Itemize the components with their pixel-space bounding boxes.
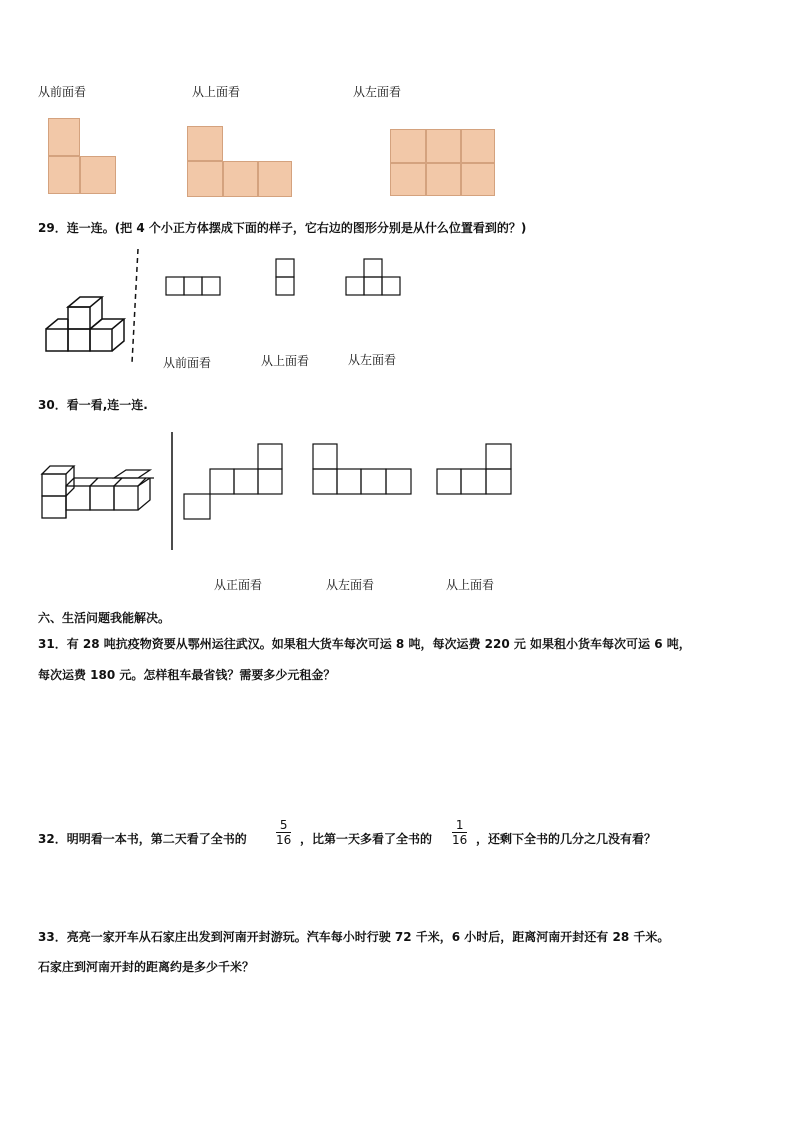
q30-view-shapes <box>180 440 520 522</box>
question-32-text <box>38 830 247 847</box>
square <box>426 129 461 163</box>
q32-part3: ，还剩下全书的几分之几没有看？ <box>476 832 657 846</box>
q29-label-left: 从左面看 <box>348 353 397 367</box>
square <box>461 163 495 196</box>
square <box>223 161 258 197</box>
q32-part2: ，比第一天多看了全书的 <box>300 832 433 846</box>
fraction-numerator: 1 <box>452 818 467 833</box>
square <box>390 163 426 196</box>
square <box>48 156 80 194</box>
q32-part2-wrap <box>300 830 432 847</box>
fraction-denominator: 16 <box>452 833 468 847</box>
view-label-front: 从前面看 <box>38 85 87 99</box>
q30-cube-drawing <box>38 428 178 554</box>
question-33-line1: 33．亮亮一家开车从石家庄出发到河南开封游玩。汽车每小时行驶 72 千米，6 小时后，距离河南开封还有 28 千米。 <box>38 930 670 944</box>
question-31-line2: 每次运费 180 元。怎样租车最省钱？需要多少元租金？ <box>38 668 336 682</box>
question-29-text: 29．连一连。(把 4 个小正方体摆成下面的样子，它右边的图形分别是从什么位置看到的？) <box>38 221 527 235</box>
fraction-1-16 <box>452 818 467 847</box>
view-label-left: 从左面看 <box>353 85 402 99</box>
fraction-5-16 <box>276 818 291 847</box>
q32-part3-wrap <box>476 830 656 847</box>
square <box>426 163 461 196</box>
q30-label-left: 从左面看 <box>326 578 375 592</box>
q29-label-top: 从上面看 <box>261 354 310 368</box>
square <box>390 129 426 163</box>
square <box>258 161 292 197</box>
square <box>461 129 495 163</box>
fraction-numerator: 5 <box>276 818 291 833</box>
square <box>48 118 80 156</box>
q30-label-front: 从正面看 <box>214 578 263 592</box>
q30-label-top: 从上面看 <box>446 578 495 592</box>
fraction-denominator: 16 <box>276 833 292 847</box>
q29-view-shapes <box>160 255 420 305</box>
square <box>187 161 223 197</box>
square <box>187 126 223 161</box>
section-6-title: 六、生活问题我能解决。 <box>38 611 171 625</box>
q29-cube-drawing <box>40 245 150 365</box>
question-30-text: 30．看一看,连一连. <box>38 398 148 412</box>
question-33-line2: 石家庄到河南开封的距离约是多少千米？ <box>38 960 255 974</box>
question-31-line1: 31．有 28 吨抗疫物资要从鄂州运往武汉。如果租大货车每次可运 8 吨，每次运费 220 元 如果租小货车每次可运 6 吨， <box>38 637 691 651</box>
view-label-top: 从上面看 <box>192 85 241 99</box>
square <box>80 156 116 194</box>
q29-label-front: 从前面看 <box>163 356 212 370</box>
q32-part1: 32．明明看一本书，第二天看了全书的 <box>38 832 247 846</box>
